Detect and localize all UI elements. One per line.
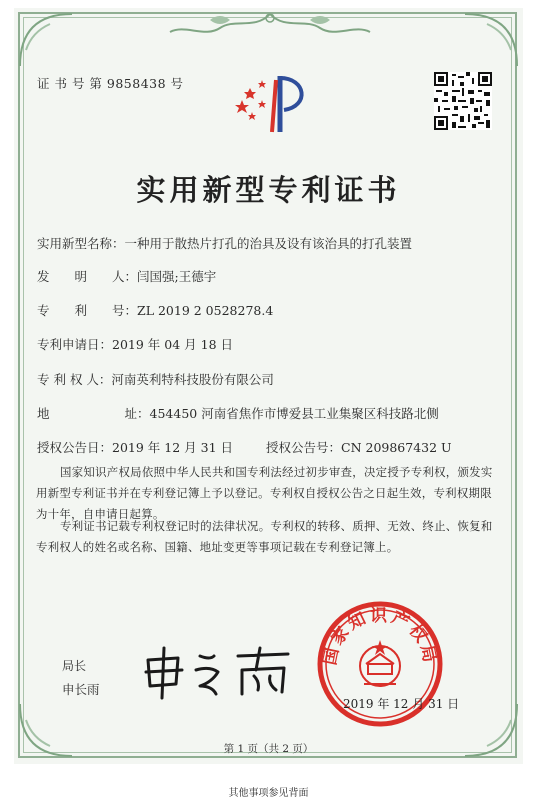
inventor-row [37, 267, 216, 285]
corner-ornament-top-right [461, 10, 521, 70]
patentee-row [37, 370, 274, 388]
seal-date: 2019 年 12 月 31 日 [343, 697, 460, 711]
certificate-number: 证 书 号 第 9858438 号 [37, 76, 184, 91]
seal-text: 国家知识产权局 [320, 605, 440, 667]
patent-number-value: ZL 2019 2 0528278.4 [137, 303, 274, 318]
grant-date-value: 2019 年 12 月 31 日 [112, 440, 234, 455]
utility-model-name-label: 实用新型名称： [37, 236, 125, 251]
patentee-value: 河南英利特科技股份有限公司 [111, 372, 274, 387]
inventor-value: 闫国强;王德宇 [137, 269, 217, 284]
legal-status-paragraph: 专利证书记载专利权登记时的法律状况。专利权的转移、质押、无效、终止、恢复和专利权人的姓名或名称、国籍、地址变更等事项记载在专利登记簿上。 [36, 519, 493, 554]
cnipa-logo-icon [232, 70, 312, 140]
certificate-title: 实用新型专利证书 [136, 173, 401, 207]
grant-date-label: 授权公告日： [37, 440, 113, 455]
patent-number-label: 专 利 号： [37, 303, 138, 318]
address-label: 地 址： [37, 406, 150, 421]
grant-number-label: 授权公告号： [266, 440, 342, 455]
utility-model-name-row [37, 234, 412, 252]
address-row [37, 404, 439, 422]
director-name: 申长雨 [62, 682, 100, 697]
address-value: 454450 河南省焦作市博爱县工业集聚区科技路北侧 [149, 406, 439, 421]
top-ornament [150, 10, 390, 44]
patentee-label: 专 利 权 人： [37, 372, 112, 387]
filing-date-label: 专利申请日： [37, 337, 113, 352]
national-emblem-icon [360, 646, 400, 686]
grant-number-value: CN 209867432 U [341, 440, 452, 455]
inventor-label: 发 明 人： [37, 269, 138, 284]
director-title: 局长 [62, 659, 87, 673]
page-number: 第 1 页（共 2 页） [223, 743, 314, 755]
filing-date-row [37, 335, 233, 353]
svg-text:国家知识产权局 [320, 606, 440, 667]
patent-number-row [37, 301, 273, 319]
director-signature [138, 642, 298, 700]
grant-statement-paragraph: 国家知识产权局依照中华人民共和国专利法经过初步审查，决定授予专利权，颁发实用新型专利证书并在专利登记簿上予以登记。专利权自授权公告之日起生效，专利权期限为十年，自申请日起算。 [36, 465, 493, 521]
grant-number-row [266, 438, 452, 456]
corner-ornament-top-left [16, 10, 76, 70]
footer-note: 其他事项参见背面 [228, 788, 309, 799]
qr-code-icon [434, 72, 492, 130]
utility-model-name-value: 一种用于散热片打孔的治具及设有该治具的打孔装置 [124, 236, 413, 251]
filing-date-value: 2019 年 04 月 18 日 [112, 337, 234, 352]
grant-date-row [37, 438, 233, 456]
